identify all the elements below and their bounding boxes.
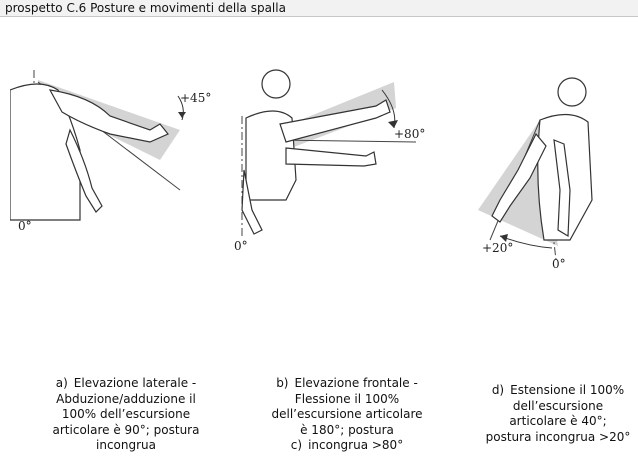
caption-line: dell’escursione articolare <box>271 407 423 421</box>
caption-marker: c) <box>290 438 303 452</box>
head-outline <box>262 70 290 98</box>
caption-text: Elevazione frontale - <box>294 376 418 390</box>
angle-label-top: +45° <box>180 91 212 105</box>
caption-text: Estensione il 100% <box>510 383 625 397</box>
caption-line: Abduzione/adduzione il <box>56 391 196 406</box>
angle-label-zero: 0° <box>552 257 566 270</box>
caption-line: postura incongrua >20° <box>485 429 631 444</box>
lateral-elevation-illustration <box>10 60 220 270</box>
caption-line: articolare è 90°; postura <box>52 422 200 437</box>
frontal-elevation-illustration <box>226 60 426 260</box>
caption-line <box>46 376 206 392</box>
figure-lateral-elevation <box>10 60 220 270</box>
head-outline <box>558 78 586 106</box>
caption-text: incongrua >80° <box>308 438 404 452</box>
caption-line <box>262 376 432 392</box>
caption-line: è 180°; postura <box>300 422 394 437</box>
header-bar <box>0 0 638 17</box>
forward-arm-outline <box>286 148 376 166</box>
caption-line <box>262 438 432 454</box>
caption-line: articolare è 40°; <box>509 414 607 428</box>
caption-line <box>478 383 638 399</box>
figure-frontal-elevation <box>226 60 426 260</box>
caption-extension <box>478 383 638 445</box>
caption-text: Elevazione laterale - <box>73 376 197 390</box>
extension-illustration <box>460 60 630 270</box>
angle-label-zero: 0° <box>234 239 248 253</box>
caption-line: 100% dell’escursione <box>61 407 191 421</box>
angle-label-top: +80° <box>394 127 426 141</box>
angle-label-top: +20° <box>482 241 514 255</box>
caption-marker: b) <box>276 376 289 390</box>
page-title: prospetto C.6 Posture e movimenti della spalla <box>5 1 286 15</box>
arrow-head <box>178 112 186 118</box>
angle-label-zero: 0° <box>18 219 32 233</box>
caption-line: dell’escursione <box>512 398 604 413</box>
caption-frontal-elevation <box>262 376 432 454</box>
caption-line: incongrua <box>96 438 156 452</box>
caption-marker: a) <box>55 376 68 390</box>
caption-lateral-elevation <box>46 376 206 454</box>
caption-marker: d) <box>491 383 505 397</box>
figure-extension <box>460 60 630 270</box>
caption-line: Flessione il 100% <box>294 391 400 406</box>
